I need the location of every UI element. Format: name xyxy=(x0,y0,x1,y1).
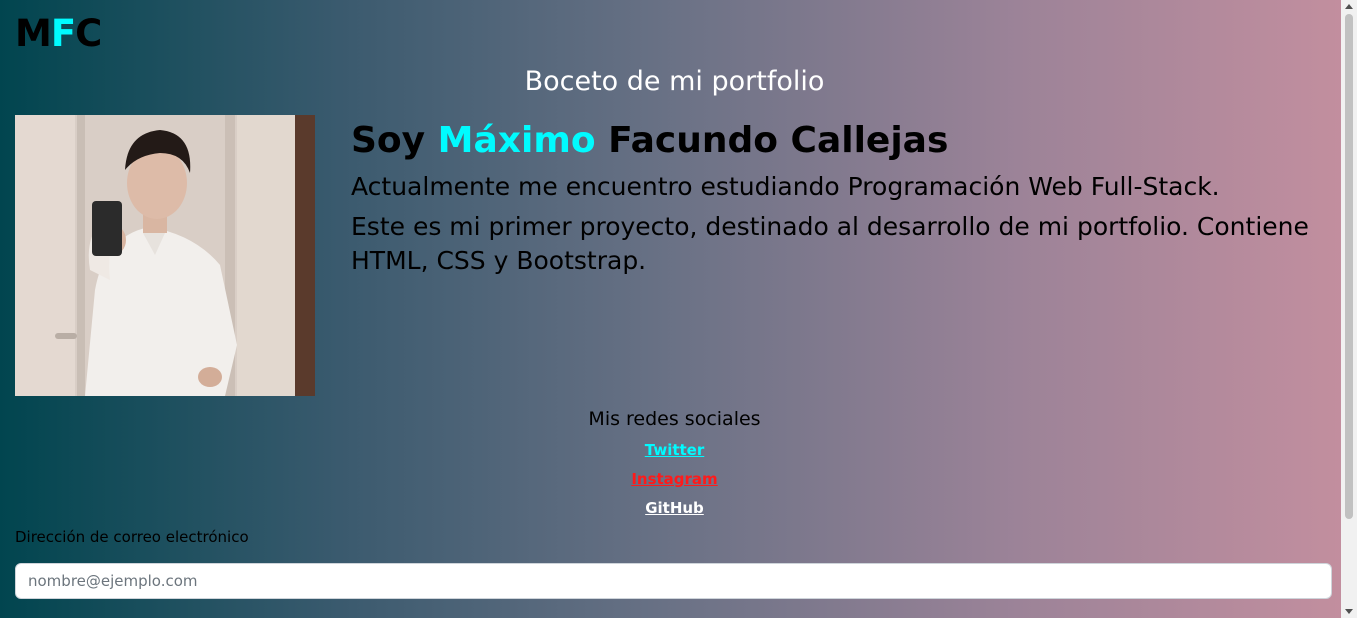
intro-line-1: Actualmente me encuentro estudiando Programación Web Full-Stack. xyxy=(351,172,1220,201)
logo-letter-f: F xyxy=(50,12,76,55)
github-link[interactable]: GitHub xyxy=(645,499,704,517)
twitter-link[interactable]: Twitter xyxy=(644,441,705,459)
logo-letter-m: M xyxy=(15,12,51,55)
social-section xyxy=(0,405,1349,523)
person-photo-icon xyxy=(15,115,315,396)
page-title: Boceto de mi portfolio xyxy=(524,66,825,97)
heading-suffix: Facundo Callejas xyxy=(595,120,949,161)
page-scrollbar[interactable] xyxy=(1341,0,1357,618)
profile-photo xyxy=(15,115,315,396)
heading-name-accent: Máximo xyxy=(437,120,596,161)
site-logo[interactable] xyxy=(15,12,101,56)
instagram-link[interactable]: Instagram xyxy=(631,470,718,488)
email-label: Dirección de correo electrónico xyxy=(15,528,249,546)
email-input[interactable] xyxy=(15,563,1332,599)
logo-letter-c: C xyxy=(75,12,102,55)
social-heading: Mis redes sociales xyxy=(588,408,761,430)
scrollbar-thumb[interactable] xyxy=(1345,14,1353,519)
scroll-down-arrow-icon[interactable] xyxy=(1345,609,1353,614)
intro-line-2: Este es mi primer proyecto, destinado al desarrollo de mi portfolio. Contiene HTML, CSS y Bootstrap. xyxy=(351,212,1309,275)
intro-heading xyxy=(351,118,1341,164)
heading-prefix: Soy xyxy=(351,120,438,161)
scroll-up-arrow-icon[interactable] xyxy=(1345,4,1353,9)
intro-section xyxy=(351,118,1341,278)
